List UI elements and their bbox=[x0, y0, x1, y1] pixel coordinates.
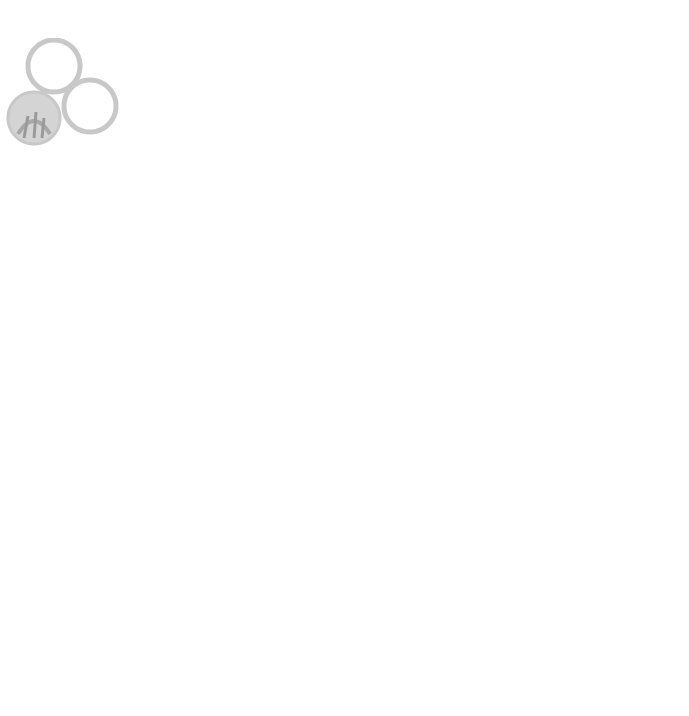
footer-watermark-strip bbox=[0, 702, 689, 716]
ms-deq-logo-icon bbox=[4, 38, 122, 198]
